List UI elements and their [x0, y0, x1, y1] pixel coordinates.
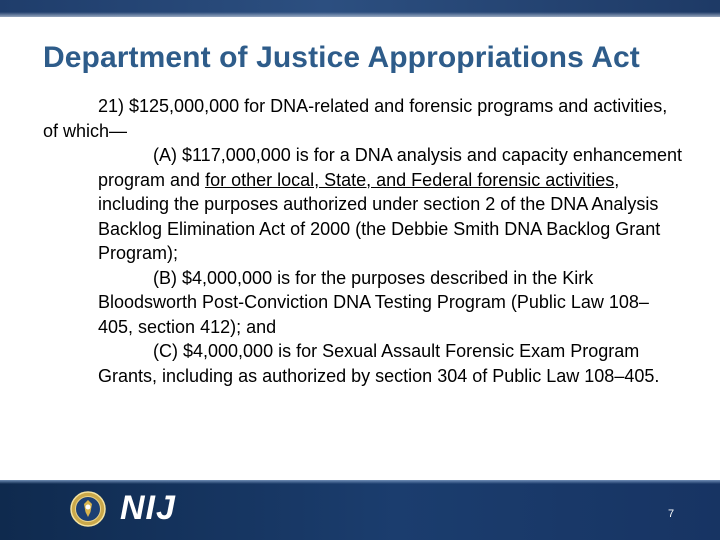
item-a	[98, 143, 683, 266]
item-a-text-before: (A) $117,000,000 is for a DNA analysis and capacity enhancement program and	[98, 145, 682, 190]
item-a-underlined-text: for other local, State, and Federal forensic activities	[205, 169, 615, 190]
nij-logo: NIJ	[120, 489, 176, 527]
item-a-text-after: , including the purposes authorized under section 2 of the DNA Analysis Backlog Elimination Act of 2000 (the Debbie Smith DNA Backlog Grant Program);	[98, 169, 661, 263]
doj-seal-icon	[70, 491, 106, 527]
page-number: 7	[668, 508, 675, 520]
slide-title: Department of Justice Appropriations Act	[43, 41, 640, 74]
footer-bar	[0, 480, 720, 540]
header-bar	[0, 0, 720, 17]
item-b: (B) $4,000,000 is for the purposes described in the Kirk Bloodsworth Post-Conviction DNA Testing Program (Public Law 108–405, section 412); and	[98, 267, 649, 337]
item-c: (C) $4,000,000 is for Sexual Assault Forensic Exam Program Grants, including as authorized by section 304 of Public Law 108–405.	[98, 341, 660, 386]
intro-paragraph: 21) $125,000,000 for DNA-related and forensic programs and activities, of which—	[43, 96, 668, 141]
slide-body	[43, 94, 683, 388]
